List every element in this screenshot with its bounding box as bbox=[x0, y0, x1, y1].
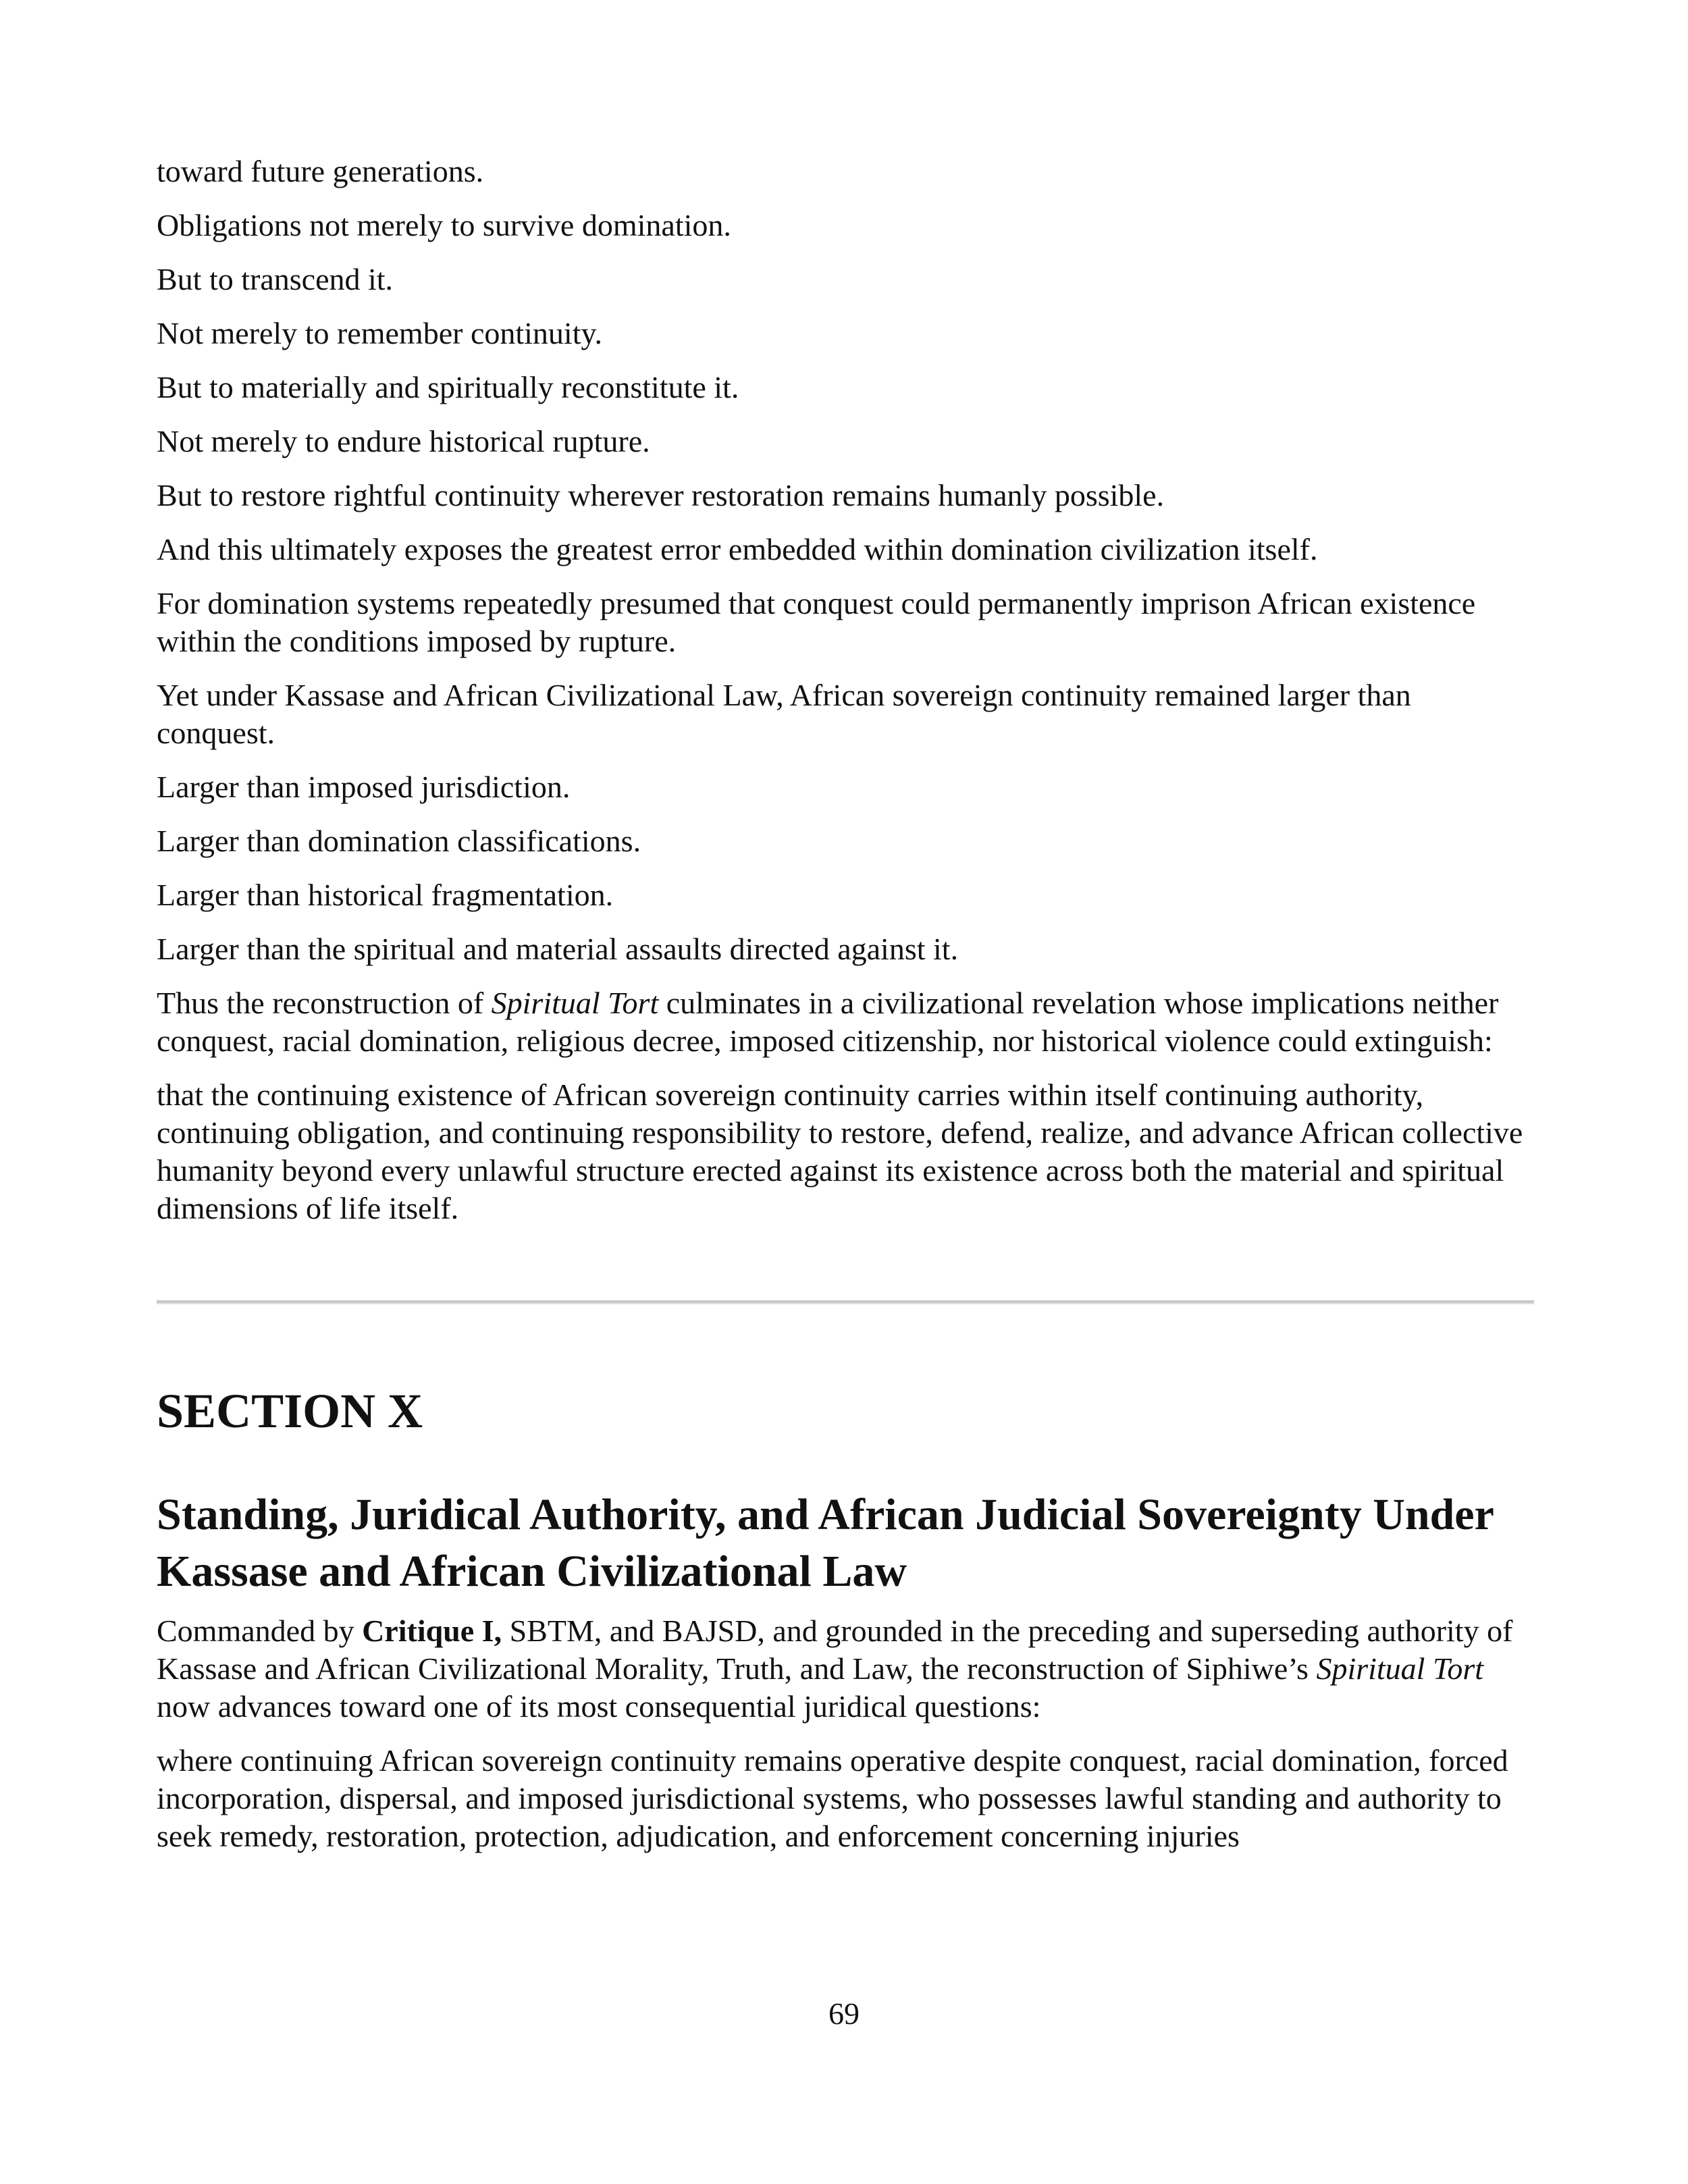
body-paragraph: Larger than historical fragmentation. bbox=[157, 878, 614, 912]
body-paragraph: But to restore rightful continuity wherever restoration remains humanly possible. bbox=[157, 478, 1165, 512]
thus-paragraph bbox=[157, 984, 1534, 1060]
body-paragraph: But to transcend it. bbox=[157, 262, 394, 296]
section-label: SECTION X bbox=[157, 1384, 423, 1438]
body-paragraph: Not merely to remember continuity. bbox=[157, 316, 602, 350]
horizontal-rule bbox=[157, 1300, 1534, 1304]
body-paragraph: Yet under Kassase and African Civilizational Law, African sovereign continuity remained larger than conquest. bbox=[157, 678, 1411, 750]
spiritual-tort-italic: Spiritual Tort bbox=[491, 986, 659, 1020]
critique-bold: Critique I, bbox=[362, 1614, 502, 1648]
commanded-text-1: Commanded by bbox=[157, 1614, 363, 1648]
body-paragraph: And this ultimately exposes the greatest error embedded within domination civilization itself. bbox=[157, 532, 1318, 566]
body-paragraph: Not merely to endure historical rupture. bbox=[157, 424, 650, 458]
thus-text-start: Thus the reconstruction of bbox=[157, 986, 492, 1020]
page-body bbox=[157, 153, 1534, 1871]
spiritual-tort-italic: Spiritual Tort bbox=[1316, 1651, 1484, 1686]
final-paragraph: where continuing African sovereign continuity remains operative despite conquest, racial domination, forced incorporation, dispersal, and imposed jurisdictional systems, who possesses lawful standing and authority to seek remedy, restoration, protection, adjudication, and enforcement concerning injuries bbox=[157, 1743, 1508, 1853]
body-paragraph: Obligations not merely to survive domination. bbox=[157, 208, 731, 242]
commanded-text-3: now advances toward one of its most consequential juridical questions: bbox=[157, 1689, 1041, 1724]
page-number: 69 bbox=[828, 1996, 860, 2031]
body-paragraph: Larger than the spiritual and material assaults directed against it. bbox=[157, 932, 959, 966]
section-heading: Standing, Juridical Authority, and African Judicial Sovereignty Under Kassase and African Civilizational Law bbox=[157, 1490, 1494, 1596]
commanded-text-2: SBTM, and BAJSD, and grounded in the preceding and superseding authority of Kassase and African Civilizational Morality, Truth, and Law, the reconstruction of Siphiwe’s bbox=[157, 1614, 1513, 1686]
body-paragraph: Larger than imposed jurisdiction. bbox=[157, 770, 571, 804]
body-paragraph: Larger than domination classifications. bbox=[157, 824, 641, 858]
that-paragraph: that the continuing existence of African sovereign continuity carries within itself continuing authority, continuing obligation, and continuing responsibility to restore, defend, realize, and advance African collective humanity beyond every unlawful structure erected against its existence across both the material and spiritual dimensions of life itself. bbox=[157, 1077, 1523, 1225]
thus-text-end: culminates in a civilizational revelation whose implications neither conquest, racial domination, religious decree, imposed citizenship, nor historical violence could extinguish: bbox=[157, 986, 1499, 1058]
commanded-paragraph bbox=[157, 1612, 1534, 1726]
body-paragraph: For domination systems repeatedly presumed that conquest could permanently imprison African existence within the conditions imposed by rupture. bbox=[157, 586, 1476, 658]
body-paragraph: toward future generations. bbox=[157, 154, 484, 188]
body-paragraph: But to materially and spiritually reconstitute it. bbox=[157, 370, 739, 404]
